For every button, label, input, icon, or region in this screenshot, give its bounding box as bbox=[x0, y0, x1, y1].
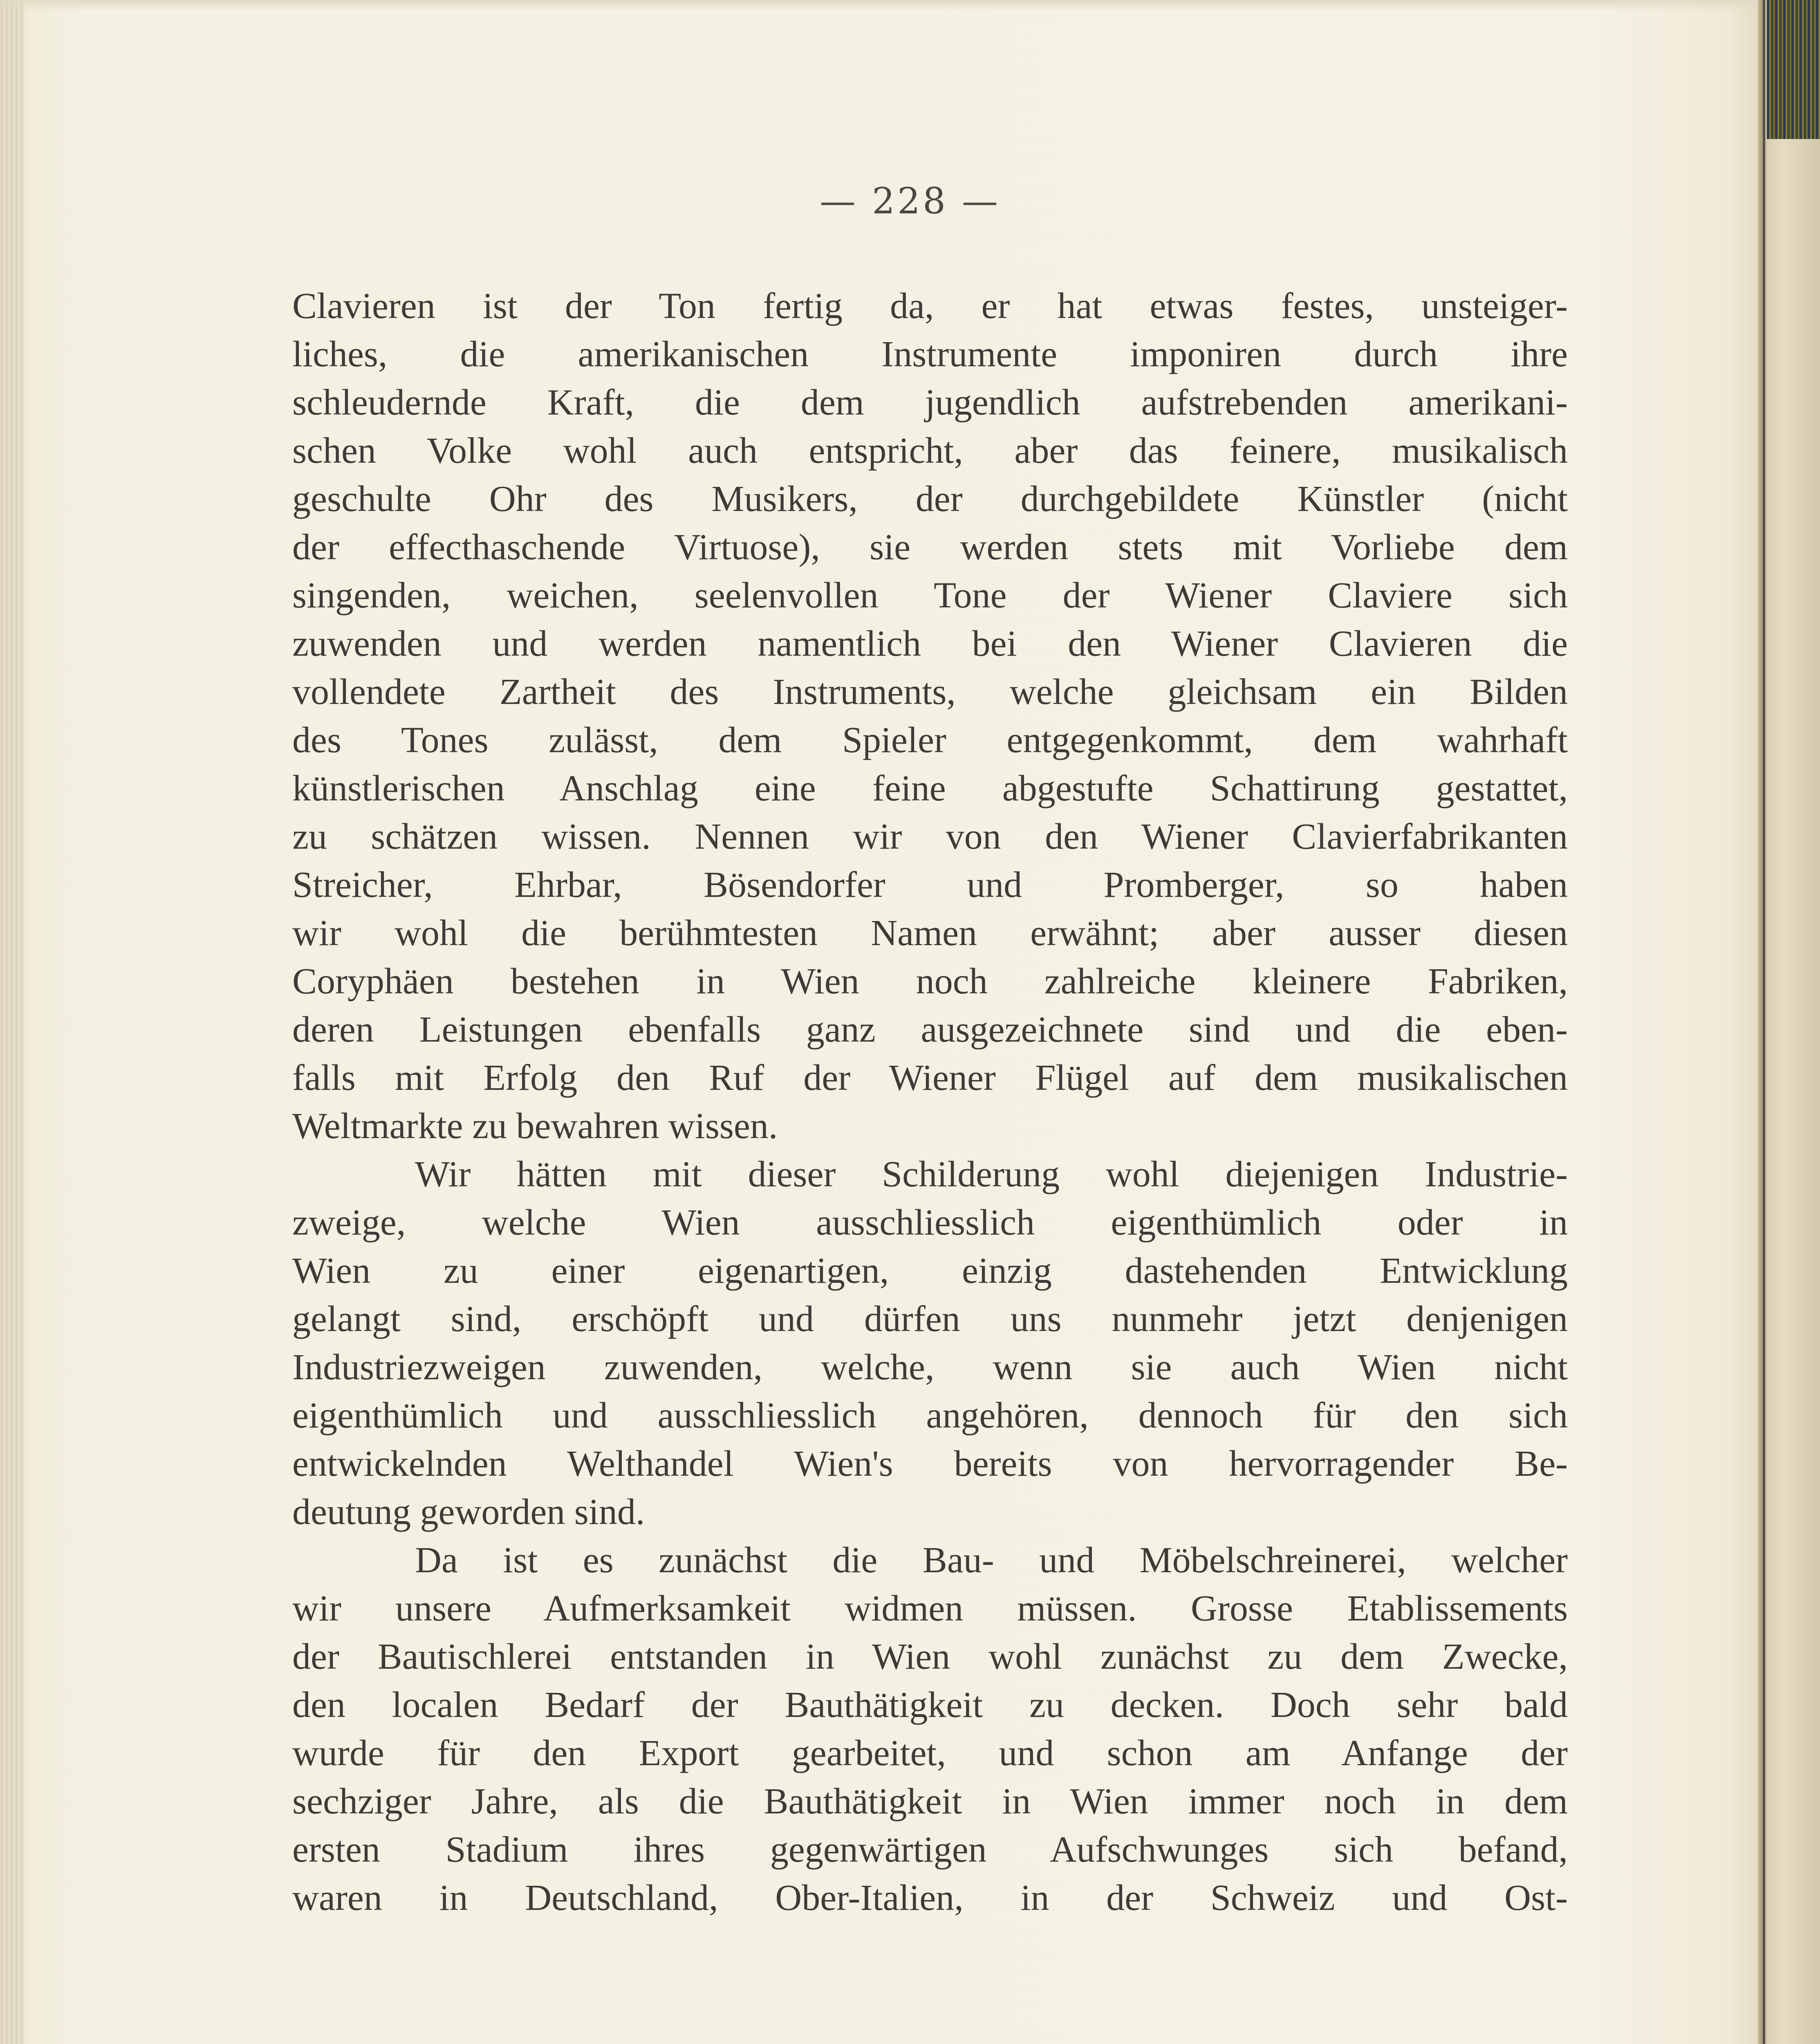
text-line-30: den localen Bedarf der Bauthätigkeit zu decken. Doch sehr bald bbox=[292, 1685, 1568, 1725]
text-line-2: liches, die amerikanischen Instrumente imponiren durch ihre bbox=[292, 334, 1568, 374]
text-line-21: Wien zu einer eigenartigen, einzig dastehenden Entwicklung bbox=[292, 1251, 1568, 1291]
text-line-33: ersten Stadium ihres gegenwärtigen Aufschwunges sich befand, bbox=[292, 1829, 1568, 1870]
text-line-31: wurde für den Export gearbeitet, und schon am Anfange der bbox=[292, 1733, 1568, 1773]
text-line-3: schleudernde Kraft, die dem jugendlich aufstrebenden amerikani- bbox=[292, 382, 1568, 423]
text-line-18: Weltmarkte zu bewahren wissen. bbox=[292, 1106, 778, 1146]
text-line-24: eigenthümlich und ausschliesslich angehören, dennoch für den sich bbox=[292, 1395, 1568, 1436]
text-line-13: Streicher, Ehrbar, Bösendorfer und Promberger, so haben bbox=[292, 865, 1568, 905]
text-line-20: zweige, welche Wien ausschliesslich eigenthümlich oder in bbox=[292, 1202, 1568, 1243]
text-line-9: vollendete Zartheit des Instruments, welche gleichsam ein Bilden bbox=[292, 672, 1568, 712]
text-line-22: gelangt sind, erschöpft und dürfen uns nunmehr jetzt denjenigen bbox=[292, 1299, 1568, 1339]
text-line-34: waren in Deutschland, Ober-Italien, in der Schweiz und Ost- bbox=[292, 1878, 1568, 1918]
text-line-1: Clavieren ist der Ton fertig da, er hat etwas festes, unsteiger- bbox=[292, 286, 1568, 326]
text-line-12: zu schätzen wissen. Nennen wir von den Wiener Clavierfabrikanten bbox=[292, 816, 1568, 857]
body-text bbox=[292, 282, 1568, 1922]
text-line-17: falls mit Erfolg den Ruf der Wiener Flügel auf dem musikalischen bbox=[292, 1058, 1568, 1098]
page-left-edge bbox=[0, 0, 25, 2044]
marbled-cover-edge bbox=[1767, 0, 1820, 139]
text-line-26: deutung geworden sind. bbox=[292, 1492, 645, 1532]
text-line-14: wir wohl die berühmtesten Namen erwähnt; aber ausser diesen bbox=[292, 913, 1568, 953]
text-line-8: zuwenden und werden namentlich bei den Wiener Clavieren die bbox=[292, 623, 1568, 664]
text-line-29: der Bautischlerei entstanden in Wien wohl zunächst zu dem Zwecke, bbox=[292, 1636, 1568, 1677]
text-line-28: wir unsere Aufmerksamkeit widmen müssen. Grosse Etablissements bbox=[292, 1588, 1568, 1629]
text-line-6: der effecthaschende Virtuose), sie werden stets mit Vorliebe dem bbox=[292, 527, 1568, 567]
text-line-10: des Tones zulässt, dem Spieler entgegenkommt, dem wahrhaft bbox=[292, 720, 1568, 760]
text-line-25: entwickelnden Welthandel Wien's bereits von hervorragender Be- bbox=[292, 1443, 1568, 1484]
page-top-shade bbox=[0, 0, 1758, 11]
text-line-4: schen Volke wohl auch entspricht, aber das feinere, musikalisch bbox=[292, 430, 1568, 471]
text-line-7: singenden, weichen, seelenvollen Tone der Wiener Claviere sich bbox=[292, 575, 1568, 616]
text-line-16: deren Leistungen ebenfalls ganz ausgezeichnete sind und die eben- bbox=[292, 1009, 1568, 1050]
page-fold-line bbox=[1763, 0, 1765, 2044]
text-line-27: Da ist es zunächst die Bau- und Möbelschreinerei, welcher bbox=[415, 1540, 1568, 1580]
text-line-5: geschulte Ohr des Musikers, der durchgebildete Künstler (nicht bbox=[292, 479, 1568, 519]
text-line-19: Wir hätten mit dieser Schilderung wohl diejenigen Industrie- bbox=[415, 1154, 1568, 1195]
text-line-23: Industriezweigen zuwenden, welche, wenn sie auch Wien nicht bbox=[292, 1347, 1568, 1387]
text-line-15: Coryphäen bestehen in Wien noch zahlreiche kleinere Fabriken, bbox=[292, 961, 1568, 1002]
text-line-32: sechziger Jahre, als die Bauthätigkeit in Wien immer noch in dem bbox=[292, 1781, 1568, 1822]
text-line-11: künstlerischen Anschlag eine feine abgestufte Schattirung gestattet, bbox=[292, 768, 1568, 809]
book-gutter bbox=[1758, 0, 1820, 2044]
page-number: — 228 — bbox=[820, 180, 1000, 222]
